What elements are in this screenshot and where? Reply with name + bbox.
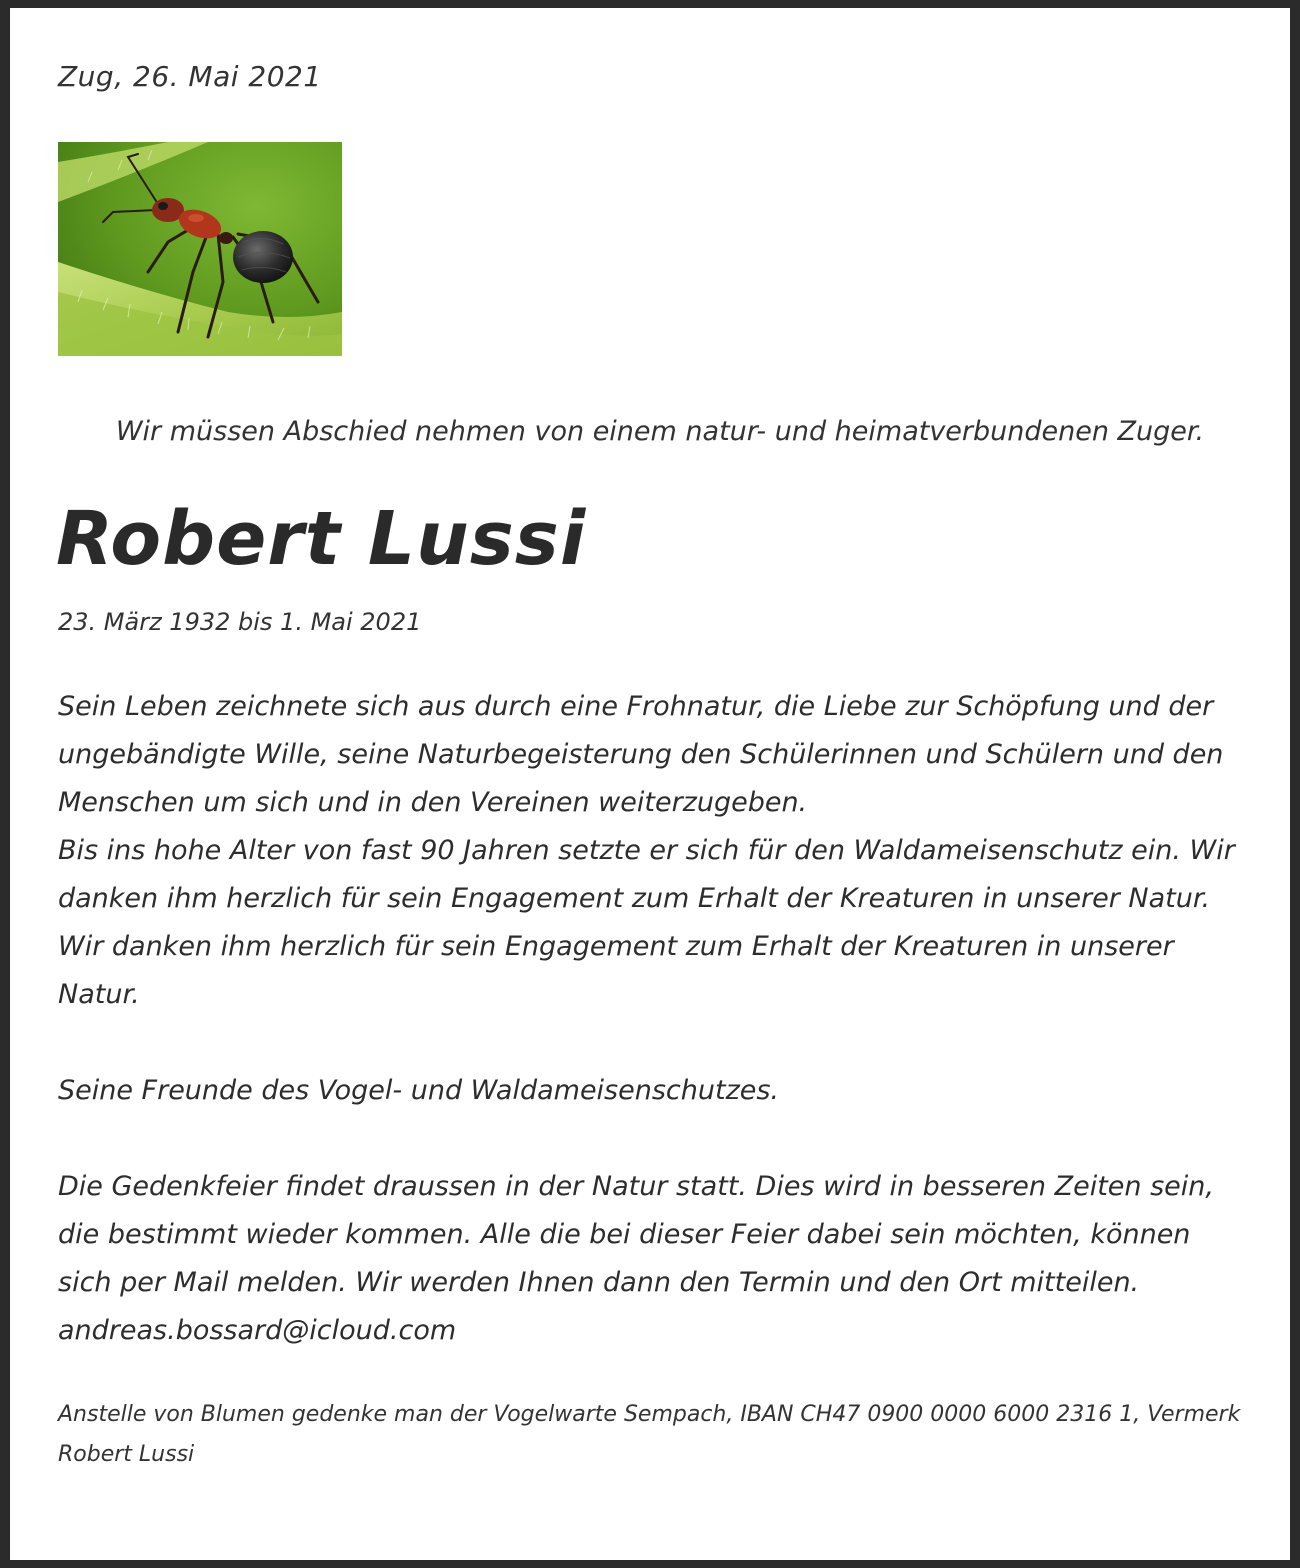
body-paragraph-thanks: Wir danken ihm herzlich für sein Engagement zum Erhalt der Kreaturen in unserer Natur. (58, 931, 1174, 1010)
date-place: Zug, 26. Mai 2021 (58, 60, 322, 93)
body-paragraph-life: Sein Leben zeichnete sich aus durch eine Frohnatur, die Liebe zur Schöpfung und der ungebändigte Wille, seine Naturbegeisterung den Schülerinnen und Schülern und den Menschen um sich und in den Vereinen weiterzugeben. (58, 691, 1224, 818)
body-signature: Seine Freunde des Vogel- und Waldameisenschutzes. (58, 1075, 779, 1106)
spacer (58, 1019, 1248, 1067)
body-paragraph-engagement: Bis ins hohe Alter von fast 90 Jahren setzte er sich für den Waldameisenschutz ein. Wir danken ihm herzlich für sein Engagement zum Erhalt der Kreaturen in unserer Natur. (58, 835, 1235, 914)
body-memorial: Die Gedenkfeier findet draussen in der Natur statt. Dies wird in besseren Zeiten sein, die bestimmt wieder kommen. Alle die bei dieser Feier dabei sein möchten, können sich per Mail melden. Wir werden Ihnen dann den Termin und den Ort mitteilen. (58, 1171, 1214, 1298)
obituary-body (58, 683, 1248, 1355)
intro-text: Wir müssen Abschied nehmen von einem natur- und heimatverbundenen Zuger. (115, 416, 1205, 447)
lifespan: 23. März 1932 bis 1. Mai 2021 (58, 608, 422, 636)
ant-photo (58, 142, 342, 356)
spacer (58, 1115, 1248, 1163)
obituary-card (10, 8, 1290, 1560)
donation-note: Anstelle von Blumen gedenke man der Vogelwarte Sempach, IBAN CH47 0900 0000 6000 2316 1, Vermerk Robert Lussi (58, 1402, 1241, 1467)
contact-email: andreas.bossard@icloud.com (58, 1315, 457, 1346)
deceased-name: Robert Lussi (56, 496, 587, 582)
